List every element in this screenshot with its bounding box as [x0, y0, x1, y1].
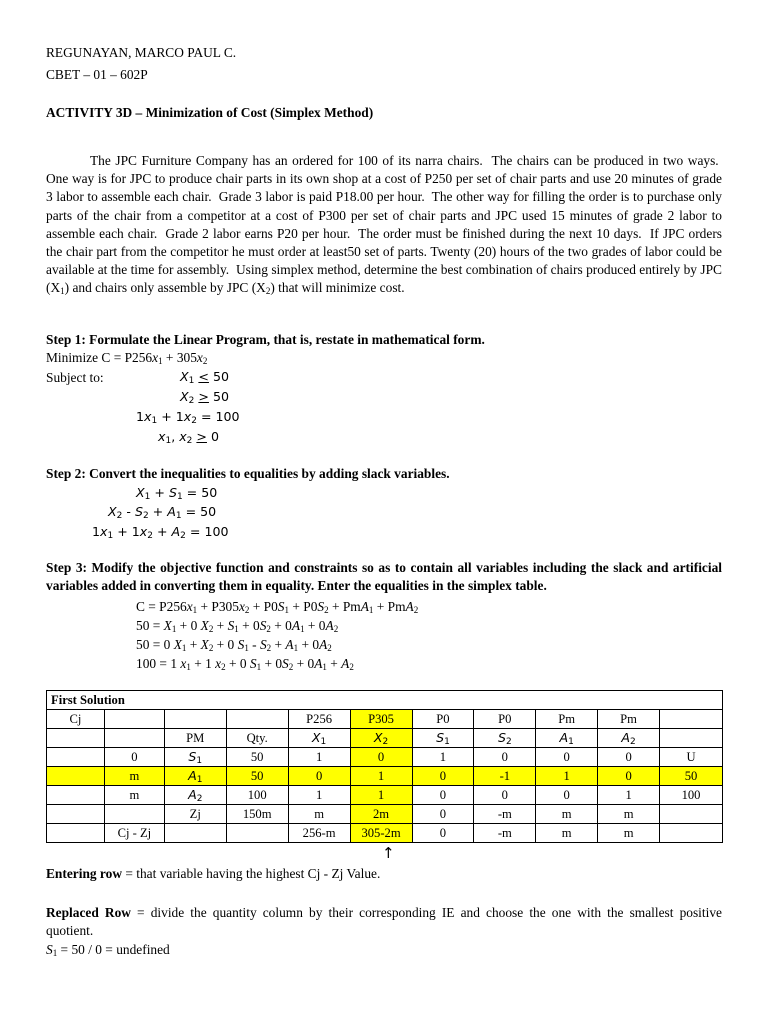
header-row: [47, 729, 723, 748]
up-arrow-icon: ↑: [382, 844, 395, 862]
row3-pm: $A_2$: [164, 786, 226, 805]
row3-qty: 100: [226, 786, 288, 805]
step2-eq-2: $X_2 - S_2 + A_1 = 50$: [108, 504, 217, 521]
row1-a1: 0: [536, 748, 598, 767]
row2-ratio: 50: [660, 767, 723, 786]
step1-heading: Step 1: Formulate the Linear Program, that is, restate in mathematical form.: [46, 332, 485, 347]
entering-text: = that variable having the highest Cj - Zj Value.: [122, 866, 381, 881]
row1-pm: $S_1$: [164, 748, 226, 767]
zj-x1: m: [288, 805, 350, 824]
student-name: REGUNAYAN, MARCO PAUL C.: [46, 45, 237, 60]
row1-a2: 0: [598, 748, 660, 767]
zj-label: Zj: [164, 805, 226, 824]
cj-row: [47, 710, 723, 729]
step3-eq-3: 50 = 0 $X_1 + X_2 + 0$ $S_1 - S_2 + A_1 + 0A_2$: [136, 637, 332, 653]
step2-eq-1: $X_1 + S_1 = 50$: [136, 485, 218, 502]
entering-row-note: [46, 865, 380, 883]
cj-x1: P256: [288, 710, 350, 729]
problem-statement: The JPC Furniture Company has an ordered for 100 of its narra chairs. The chairs can be produced in two ways. One way is for JPC to produce chair parts in its own shop at a cost of P250 per set of chair parts and use 20 minutes of grade 3 labor to assemble each chair. Grade 3 labor is paid P18.00 per hour. The other way for filling the order is to purchase only parts of the chair from a competitor at a cost of P300 per set of chair parts and JPC used 15 minutes of grade 2 labor to assemble each chair. Grade 2 labor earns P20 per hour. The order must be finished during the next 10 days. If JPC orders the chair part from the competitor he must order at least50 set of parts. Twenty (20) hours of the two grades of labor could be available at the time for assembly. Using simplex method, determine the best combination of chairs produced entirely by JPC $(X_1)$ and chairs only assemble by JPC $(X_2)$ that will minimize cost.: [46, 153, 722, 297]
row1-s1: 1: [412, 748, 474, 767]
step3-heading: Step 3: Modify the objective function and constraints so as to contain all variables including the slack and artificial variables added in converting them in equality. Enter the equalities in the simplex table.: [46, 560, 722, 593]
zj-a1: m: [536, 805, 598, 824]
cjzj-x1: 256-m: [288, 824, 350, 843]
cjzj-s1: 0: [412, 824, 474, 843]
row3-s2: 0: [474, 786, 536, 805]
row3-ratio: 100: [660, 786, 723, 805]
subject-to-label: Subject to:: [46, 370, 104, 385]
cj-x2: P305: [350, 710, 412, 729]
zj-row: [47, 805, 723, 824]
row2-a2: 0: [598, 767, 660, 786]
row1-ratio: U: [660, 748, 723, 767]
row2-x2: 1: [350, 767, 412, 786]
table-row-pivot: [47, 767, 723, 786]
replaced-label: Replaced Row: [46, 905, 131, 920]
row1-qty: 50: [226, 748, 288, 767]
constraint-3: $1x_1 + 1x_2 = 100$: [136, 409, 240, 426]
cj-zj-row: [47, 824, 723, 843]
row3-x1: 1: [288, 786, 350, 805]
head-a1: $A_1$: [536, 729, 598, 748]
cj-label: Cj: [47, 710, 105, 729]
zj-s1: 0: [412, 805, 474, 824]
row1-x2: 0: [350, 748, 412, 767]
cjzj-s2: -m: [474, 824, 536, 843]
row1-x1: 1: [288, 748, 350, 767]
row2-s1: 0: [412, 767, 474, 786]
head-pm: PM: [164, 729, 226, 748]
simplex-table: [46, 690, 723, 843]
head-qty: Qty.: [226, 729, 288, 748]
row3-cb: m: [104, 786, 164, 805]
constraint-1: $X_1 < 50$: [180, 369, 229, 386]
zj-x2: 2m: [350, 805, 412, 824]
row2-pm: $A_1$: [164, 767, 226, 786]
cj-a1: Pm: [536, 710, 598, 729]
table-row: [47, 748, 723, 767]
row3-s1: 0: [412, 786, 474, 805]
entering-label: Entering row: [46, 866, 123, 881]
step3-eq-4: 100 = 1 $x_1 + 1$ $x_2 + 0$ $S_1 + 0S_2 + 0A_1 + A_2$: [136, 656, 354, 672]
cjzj-x2: 305-2m: [350, 824, 412, 843]
cj-s1: P0: [412, 710, 474, 729]
head-s1: $S_1$: [412, 729, 474, 748]
head-x1: $X_1$: [288, 729, 350, 748]
cjzj-a1: m: [536, 824, 598, 843]
constraint-4: $x_1$, $x_2 > 0$: [158, 429, 219, 446]
step2-heading: Step 2: Convert the inequalities to equalities by adding slack variables.: [46, 466, 450, 481]
row2-qty: 50: [226, 767, 288, 786]
head-s2: $S_2$: [474, 729, 536, 748]
table-row: [47, 786, 723, 805]
cjzj-label: Cj - Zj: [104, 824, 164, 843]
table-title: First Solution: [47, 691, 723, 710]
row2-cb: m: [104, 767, 164, 786]
row1-cb: 0: [104, 748, 164, 767]
s1-quotient-line: $S_1 = 50 / 0$ = undefined: [46, 942, 170, 958]
zj-s2: -m: [474, 805, 536, 824]
row1-s2: 0: [474, 748, 536, 767]
step2-eq-3: $1x_1 + 1x_2 + A_2 = 100$: [92, 524, 229, 541]
head-a2: $A_2$: [598, 729, 660, 748]
activity-title: ACTIVITY 3D – Minimization of Cost (Simplex Method): [46, 105, 374, 120]
cjzj-a2: m: [598, 824, 660, 843]
cj-s2: P0: [474, 710, 536, 729]
zj-qty: 150m: [226, 805, 288, 824]
row2-x1: 0: [288, 767, 350, 786]
row3-x2: 1: [350, 786, 412, 805]
step1-objective: Minimize $C = P256x_1 + 305x_2$: [46, 350, 208, 366]
row3-a2: 1: [598, 786, 660, 805]
row3-a1: 0: [536, 786, 598, 805]
zj-a2: m: [598, 805, 660, 824]
step3-eq-2: $50 = X_1 + 0$ $X_2 + S_1 + 0S_2 + 0A_1 + 0A_2$: [136, 618, 339, 634]
step3-eq-1: $C = P256x_1 + P305x_2 + P0S_1 + P0S_2 + PmA_1 + PmA_2$: [136, 599, 419, 615]
table-title-row: [47, 691, 723, 710]
cj-a2: Pm: [598, 710, 660, 729]
head-x2: $X_2$: [350, 729, 412, 748]
row2-s2: -1: [474, 767, 536, 786]
replaced-row-note: [46, 904, 722, 940]
row2-a1: 1: [536, 767, 598, 786]
replaced-text: = divide the quantity column by their corresponding IE and choose the one with the smallest positive quotient.: [46, 905, 722, 938]
section-code: CBET – 01 – 602P: [46, 67, 148, 82]
constraint-2: $X_2 > 50$: [180, 389, 229, 406]
